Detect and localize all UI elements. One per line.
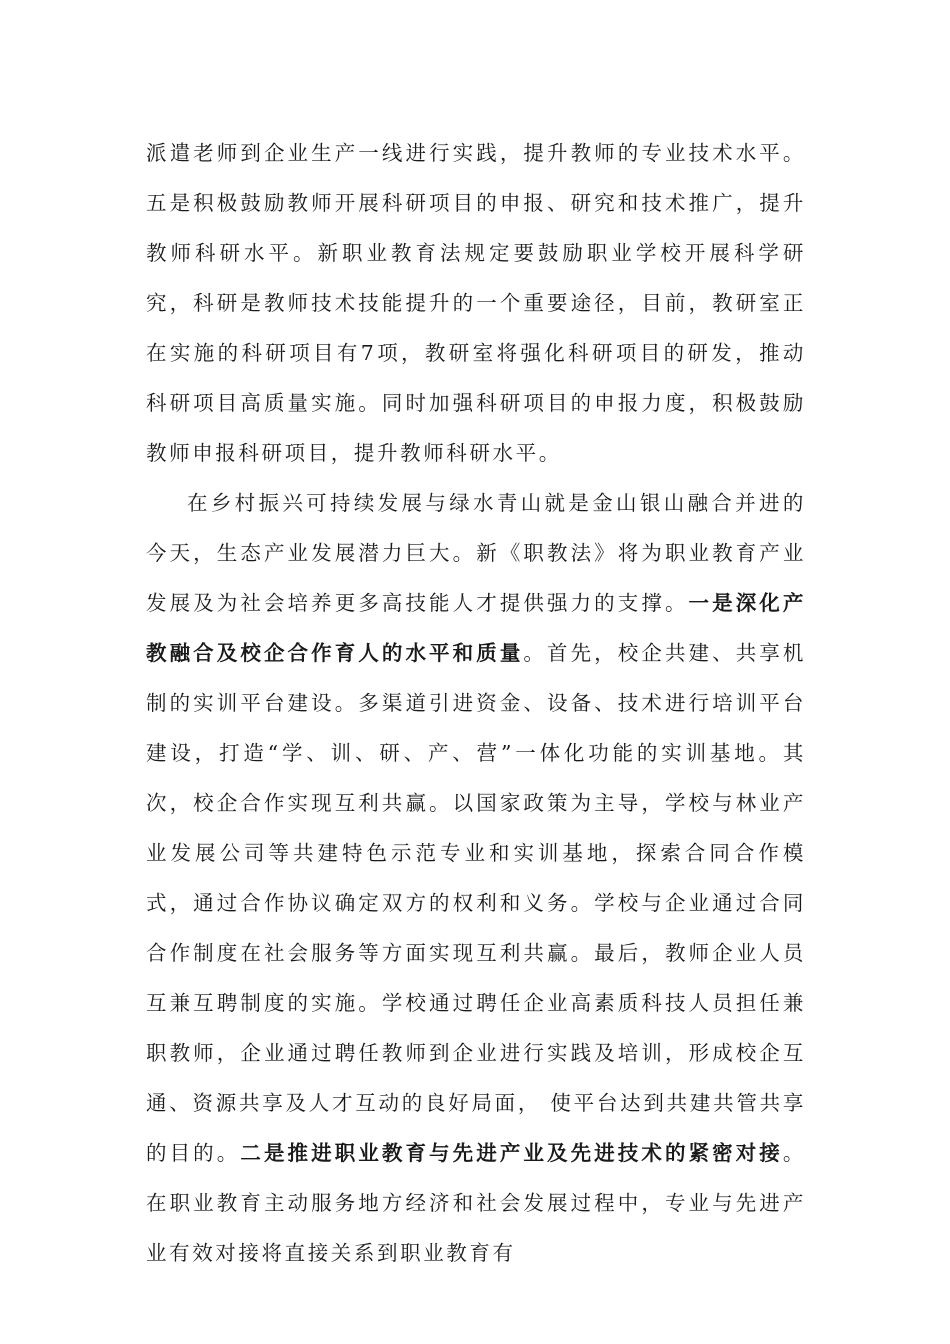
paragraph-2 <box>146 478 806 1278</box>
paragraph-2-bold-heading-2: 二是推进职业教育与先进产业及先进技术的紧密对接 <box>240 1141 783 1165</box>
document-body <box>146 128 806 1278</box>
paragraph-2-text-3: 。在职业教育主动服务地方经济和社会发展过程中，专业与先进产业有效对接将直接关系到职业教育有 <box>146 1141 806 1265</box>
paragraph-2-text-1: 在乡村振兴可持续发展与绿水青山就是金山银山融合并进的今天，生态产业发展潜力巨大。新《职教法》将为职业教育产业发展及为社会培养更多高技能人才提供强力的支撑。 <box>146 491 806 615</box>
paragraph-2-bold-heading-1: 一是深化产教融合及校企合作育人的水平和质量 <box>146 591 807 665</box>
paragraph-1-text: 派遣老师到企业生产一线进行实践，提升教师的专业技术水平。五是积极鼓励教师开展科研项目的申报、研究和技术推广，提升教师科研水平。新职业教育法规定要鼓励职业学校开展科学研究，科研是教师技术技能提升的一个重要途径，目前，教研室正在实施的科研项目有7项，教研室将强化科研项目的研发，推动科研项目高质量实施。同时加强科研项目的申报力度，积极鼓励教师申报科研项目，提升教师科研水平。 <box>146 141 806 465</box>
paragraph-1 <box>146 128 806 478</box>
paragraph-2-text-2: 。首先，校企共建、共享机制的实训平台建设。多渠道引进资金、设备、技术进行培训平台建设，打造“学、训、研、产、营”一体化功能的实训基地。其次，校企合作实现互利共赢。以国家政策为主导，学校与林业产业发展公司等共建特色示范专业和实训基地，探索合同合作模式，通过合作协议确定双方的权利和义务。学校与企业通过合同合作制度在社会服务等方面实现互利共赢。最后，教师企业人员互兼互聘制度的实施。学校通过聘任企业高素质科技人员担任兼职教师，企业通过聘任教师到企业进行实践及培训，形成校企互通、资源共享及人才互动的良好局面， 使平台达到共建共管共享的目的。 <box>146 641 806 1165</box>
